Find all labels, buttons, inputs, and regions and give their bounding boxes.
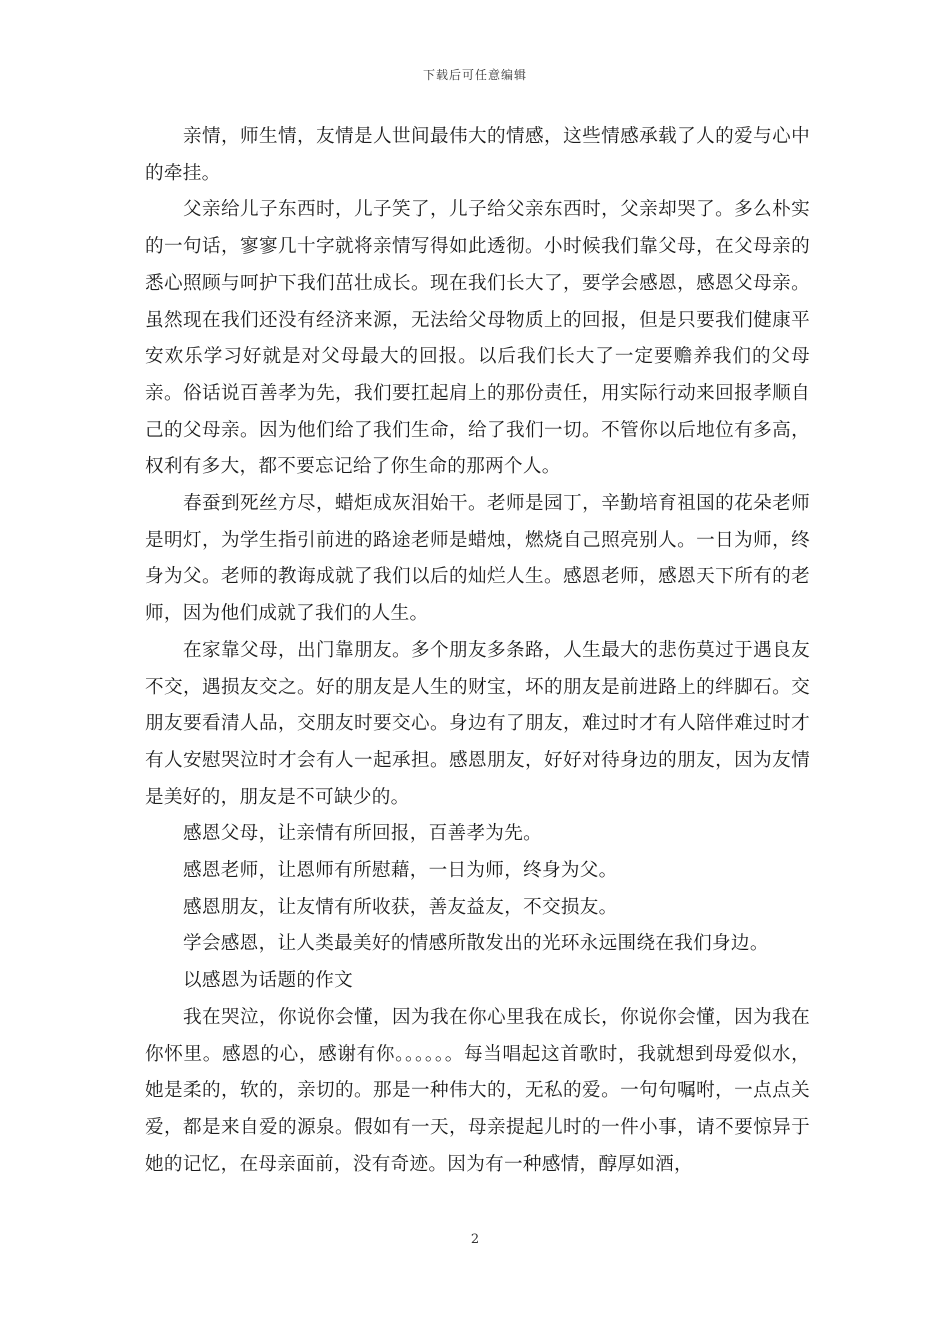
paragraph-intro: 亲情，师生情，友情是人世间最伟大的情感，这些情感承载了人的爱与心中的牵挂。 bbox=[145, 126, 810, 184]
paragraph-learn-gratitude: 学会感恩，让人类最美好的情感所散发出的光环永远围绕在我们身边。 bbox=[183, 933, 769, 955]
paragraph-friends: 在家靠父母，出门靠朋友。多个朋友多条路，人生最大的悲伤莫过于遇良友不交，遇损友交之。好的朋友是人生的财宝，坏的朋友是前进路上的绊脚石。交朋友要看清人品，交朋友时要交心。身边有了朋友，难过时才有人陪伴难过时才有人安慰哭泣时才会有人一起承担。感恩朋友，好好对待身边的朋友，因为友情是美好的，朋友是不可缺少的。 bbox=[145, 639, 810, 808]
document-body bbox=[145, 119, 810, 1183]
page-number: 2 bbox=[470, 1232, 480, 1247]
paragraph-thank-parents: 感恩父母，让亲情有所回报，百善孝为先。 bbox=[183, 823, 542, 845]
paragraph-thank-friends: 感恩朋友，让友情有所收获，善友益友，不交损友。 bbox=[183, 896, 618, 918]
paragraph-parents: 父亲给儿子东西时，儿子笑了，儿子给父亲东西时，父亲却哭了。多么朴实的一句话，寥寥几十字就将亲情写得如此透彻。小时候我们靠父母，在父母亲的悉心照顾与呵护下我们茁壮成长。现在我们长大了，要学会感恩，感恩父母亲。虽然现在我们还没有经济来源，无法给父母物质上的回报，但是只要我们健康平安欢乐学习好就是对父母最大的回报。以后我们长大了一定要赡养我们的父母亲。俗话说百善孝为先，我们要扛起肩上的那份责任，用实际行动来回报孝顺自己的父母亲。因为他们给了我们生命，给了我们一切。不管你以后地位有多高，权利有多大，都不要忘记给了你生命的那两个人。 bbox=[145, 199, 810, 478]
paragraph-mother: 我在哭泣，你说你会懂，因为我在你心里我在成长，你说你会懂，因为我在你怀里。感恩的心，感谢有你。。。。。。每当唱起这首歌时，我就想到母爱似水，她是柔的，软的，亲切的。那是一种伟大的，无私的爱。一句句嘱咐，一点点关爱，都是来自爱的源泉。假如有一天，母亲提起儿时的一件小事，请不要惊异于她的记忆，在母亲面前，没有奇迹。因为有一种感情，醇厚如酒， bbox=[145, 1006, 810, 1175]
section-title: 以感恩为话题的作文 bbox=[183, 970, 354, 992]
page-header: 下载后可任意编辑 bbox=[422, 68, 527, 82]
paragraph-teachers: 春蚕到死丝方尽，蜡炬成灰泪始干。老师是园丁，辛勤培育祖国的花朵老师是明灯，为学生指引前进的路途老师是蜡烛，燃烧自己照亮别人。一日为师，终身为父。老师的教诲成就了我们以后的灿烂人生。感恩老师，感恩天下所有的老师，因为他们成就了我们的人生。 bbox=[145, 493, 810, 625]
paragraph-thank-teachers: 感恩老师，让恩师有所慰藉，一日为师，终身为父。 bbox=[183, 860, 618, 882]
